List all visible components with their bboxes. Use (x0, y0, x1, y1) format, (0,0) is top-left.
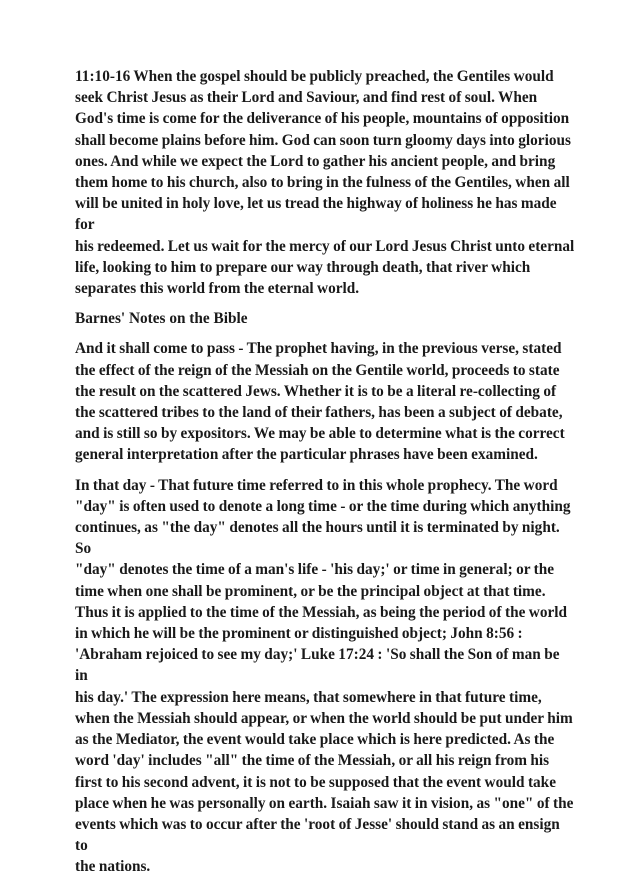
document-page (75, 66, 575, 887)
commentary-paragraph-come-to-pass: And it shall come to pass - The prophet having, in the previous verse, stated the effect of the reign of the Messiah on the Gentile world, proceeds to state the result on the scattered Jews. Whether it is to be a literal re-collecting of the scattered tribes to the land of their fathers, has been a subject of debate, and is still so by expositors. We may be able to determine what is the correct general interpretation after the particular phrases have been examined. (75, 340, 565, 464)
commentary-paragraph-in-that-day: In that day - That future time referred to in this whole prophecy. The word "day" is often used to denote a long time - or the time during which anything continues, as "the day" denotes all the hours until it is terminated by night. So "day" denotes the time of a man's life - 'his day;' or time in general; or the time when one shall be prominent, or be the principal object at that time. Thus it is applied to the time of the Messiah, as being the period of the world in which he will be the prominent or distinguished object; John 8:56 : 'Abraham rejoiced to see my day;' Luke 17:24 : 'So shall the Son of man be in his day.' The expression here means, that somewhere in that future time, when the Messiah should appear, or when the world should be put under him as the Mediator, the event would take place which is here predicted. As the word 'day' includes "all" the time of the Messiah, or all his reign from his first to his second advent, it is not to be supposed that the event would take place when he was personally on earth. Isaiah saw it in vision, as "one" of the events which was to occur after the 'root of Jesse' should stand as an ensign to the nations. (75, 476, 574, 876)
commentary-paragraph-henry: 11:10-16 When the gospel should be publicly preached, the Gentiles would seek Christ Jesus as their Lord and Saviour, and find rest of soul. When God's time is come for the deliverance of his people, mountains of opposition shall become plains before him. God can soon turn gloomy days into glorious ones. And while we expect the Lord to gather his ancient people, and bring them home to his church, also to bring in the fulness of the Gentiles, when all will be united in holy love, let us tread the highway of holiness he has made for his redeemed. Let us wait for the mercy of our Lord Jesus Christ unto eternal life, looking to him to prepare our way through death, that river which separates this world from the eternal world. (75, 68, 575, 298)
section-heading-barnes: Barnes' Notes on the Bible (75, 310, 248, 328)
